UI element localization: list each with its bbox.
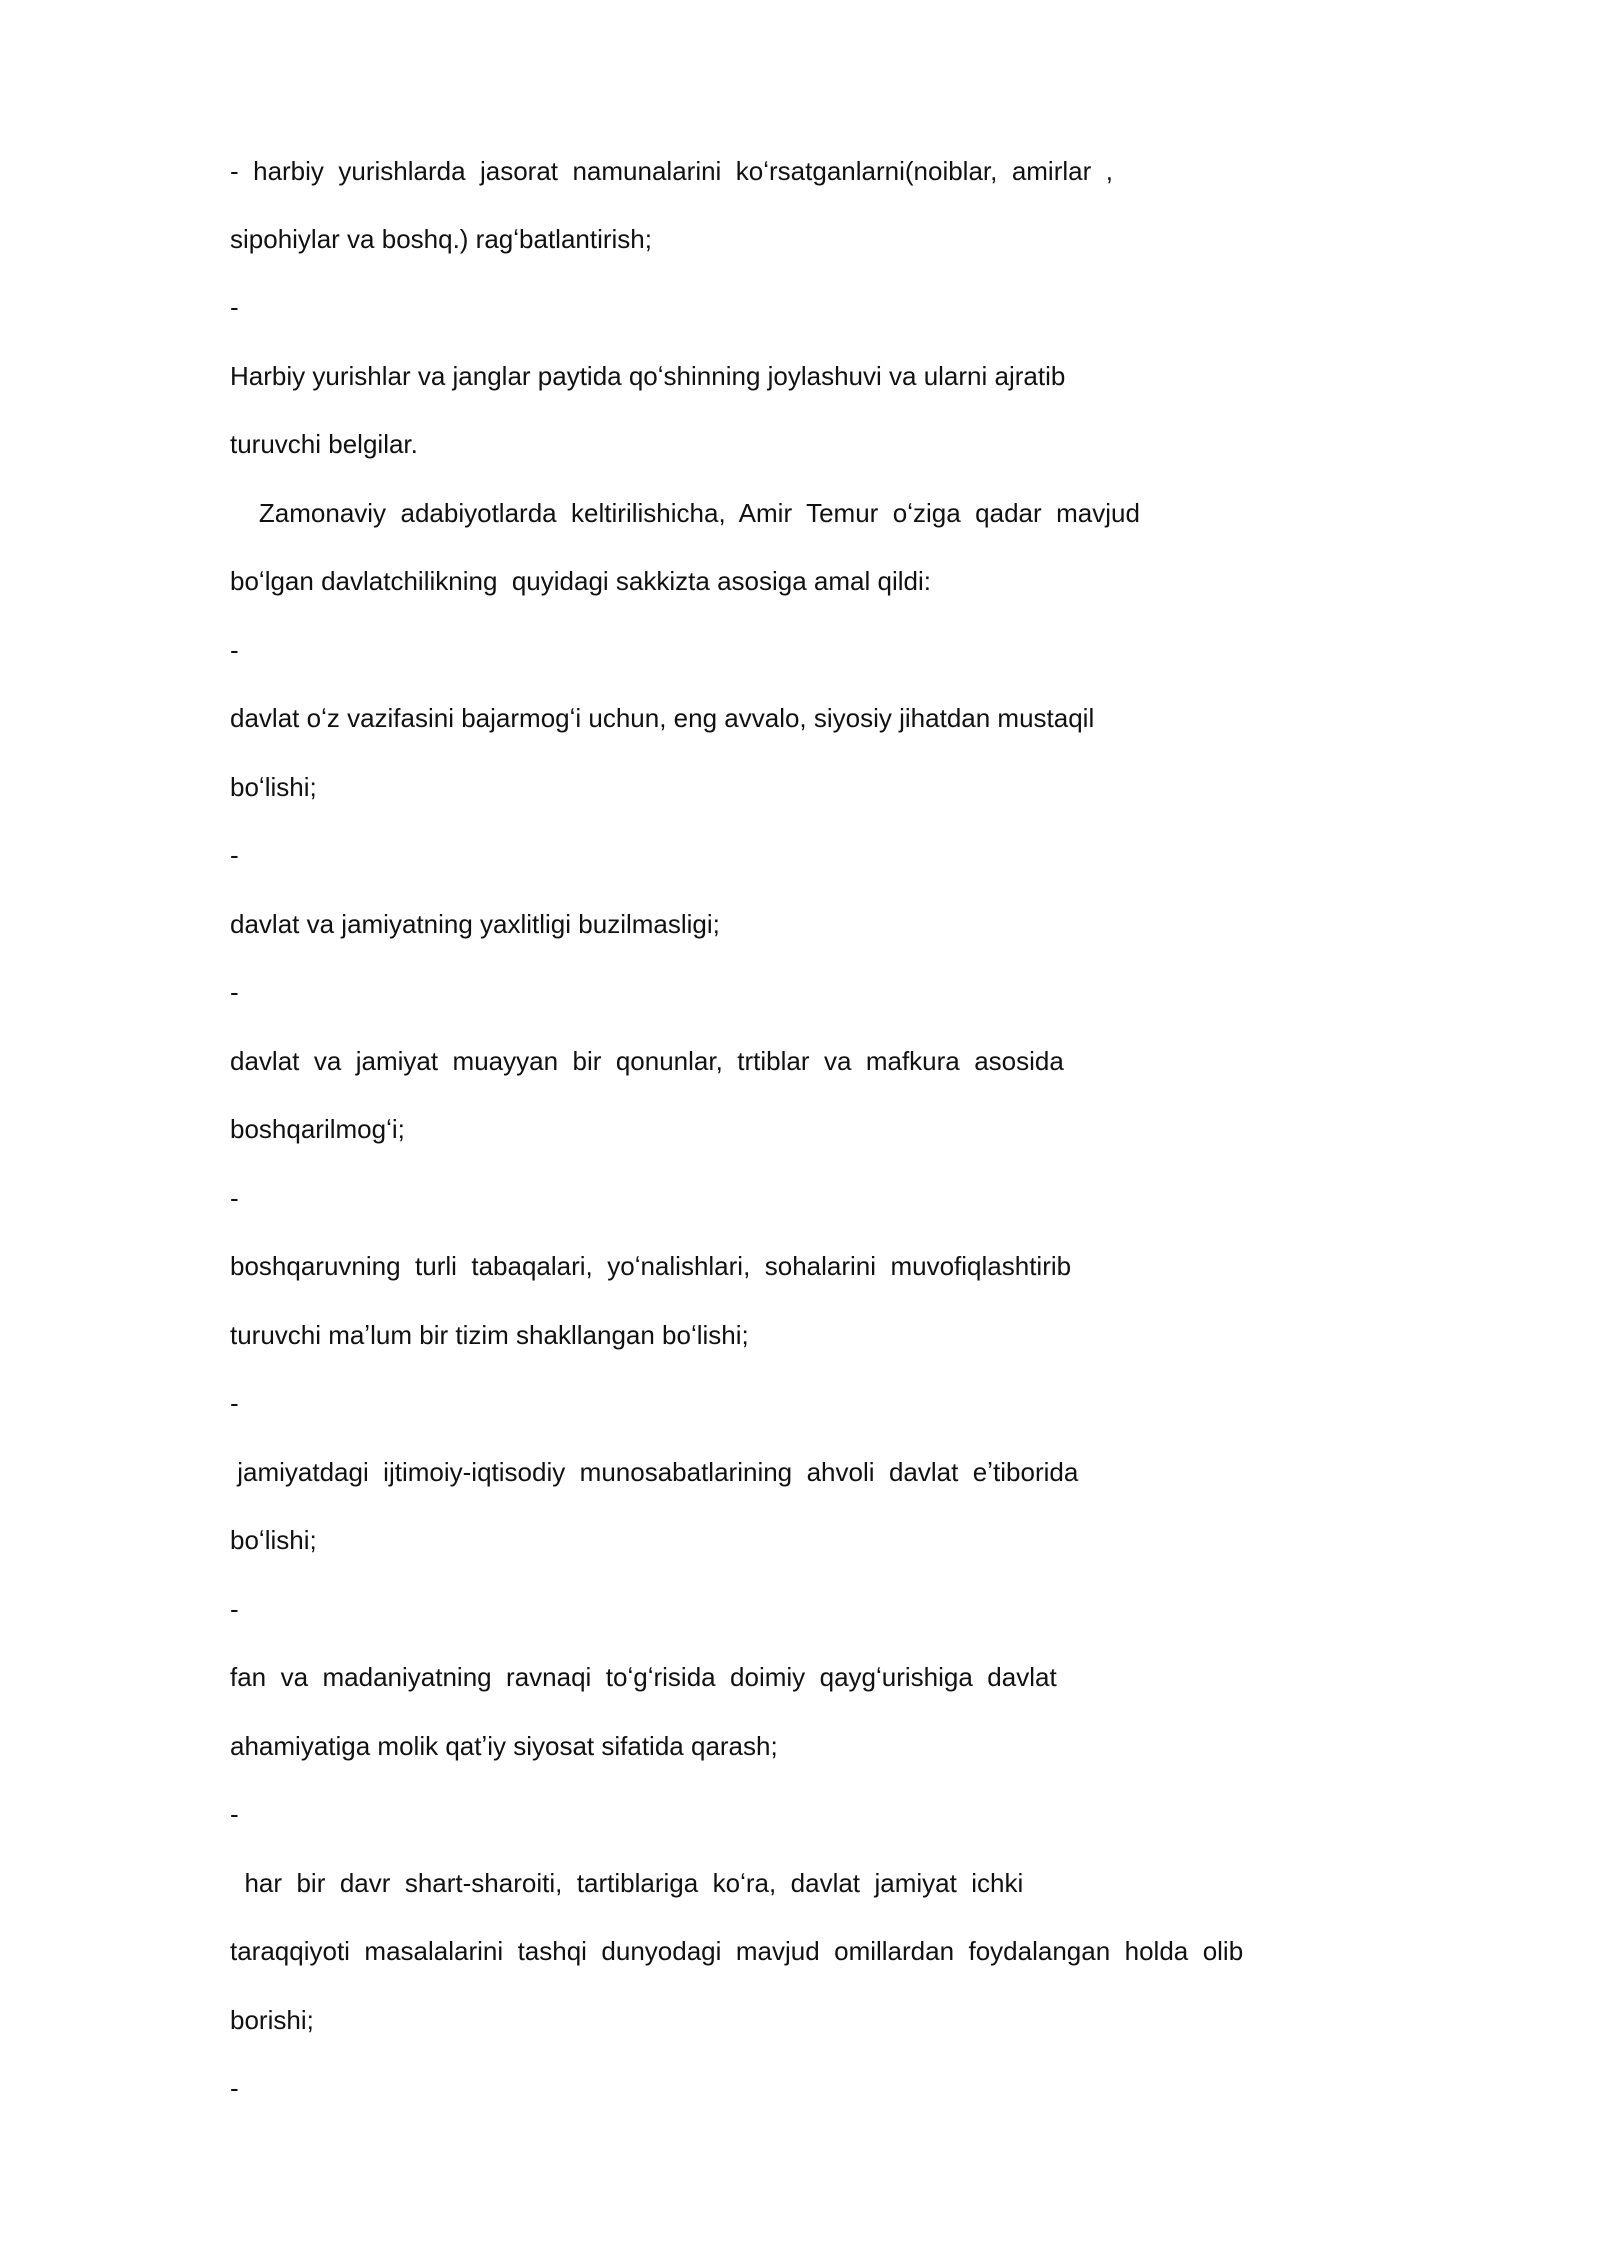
dash-marker: - — [230, 635, 239, 665]
text-line: turuvchi belgilar. — [230, 429, 418, 459]
text-line: - harbiy yurishlarda jasorat namunalarini koʻrsatganlarni(noiblar, amirlar , — [230, 156, 1113, 186]
dash-marker: - — [230, 1799, 239, 1829]
text-line: Harbiy yurishlar va janglar paytida qoʻshinning joylashuvi va ularni ajratib — [230, 361, 1066, 391]
text-line: taraqqiyoti masalalarini tashqi dunyodagi mavjud omillardan foydalangan holda olib — [230, 1936, 1244, 1966]
text-line: jamiyatdagi ijtimoiy-iqtisodiy munosabatlarining ahvoli davlat eʼtiborida — [230, 1457, 1079, 1487]
dash-marker: - — [230, 1594, 239, 1624]
text-line: davlat va jamiyat muayyan bir qonunlar, trtiblar va mafkura asosida — [230, 1046, 1064, 1076]
text-line: davlat oʻz vazifasini bajarmogʻi uchun, eng avvalo, siyosiy jihatdan mustaqil — [230, 703, 1095, 733]
dash-marker: - — [230, 1183, 239, 1213]
text-line: turuvchi maʼlum bir tizim shakllangan boʻlishi; — [230, 1320, 749, 1350]
dash-marker: - — [230, 2073, 239, 2103]
text-line: boʻlgan davlatchilikning quyidagi sakkizta asosiga amal qildi: — [230, 566, 931, 596]
text-line: davlat va jamiyatning yaxlitligi buzilmasligi; — [230, 909, 720, 939]
text-line: fan va madaniyatning ravnaqi toʻgʻrisida doimiy qaygʻurishiga davlat — [230, 1662, 1057, 1692]
dash-marker: - — [230, 1388, 239, 1418]
text-line: borishi; — [230, 2005, 314, 2035]
text-line: Zamonaviy adabiyotlarda keltirilishicha, Amir Temur oʻziga qadar mavjud — [230, 498, 1140, 528]
text-line: sipohiylar va boshq.) ragʻbatlantirish; — [230, 224, 652, 254]
text-line: boshqaruvning turli tabaqalari, yoʻnalishlari, sohalarini muvofiqlashtirib — [230, 1251, 1072, 1281]
text-line: boʻlishi; — [230, 1525, 317, 1555]
text-line: boʻlishi; — [230, 772, 317, 802]
dash-marker: - — [230, 840, 239, 870]
text-line: ahamiyatiga molik qatʼiy siyosat sifatida qarash; — [230, 1731, 778, 1761]
dash-marker: - — [230, 292, 239, 322]
text-line: boshqarilmogʻi; — [230, 1114, 405, 1144]
dash-marker: - — [230, 977, 239, 1007]
text-line: har bir davr shart-sharoiti, tartiblariga koʻra, davlat jamiyat ichki — [230, 1868, 1024, 1898]
